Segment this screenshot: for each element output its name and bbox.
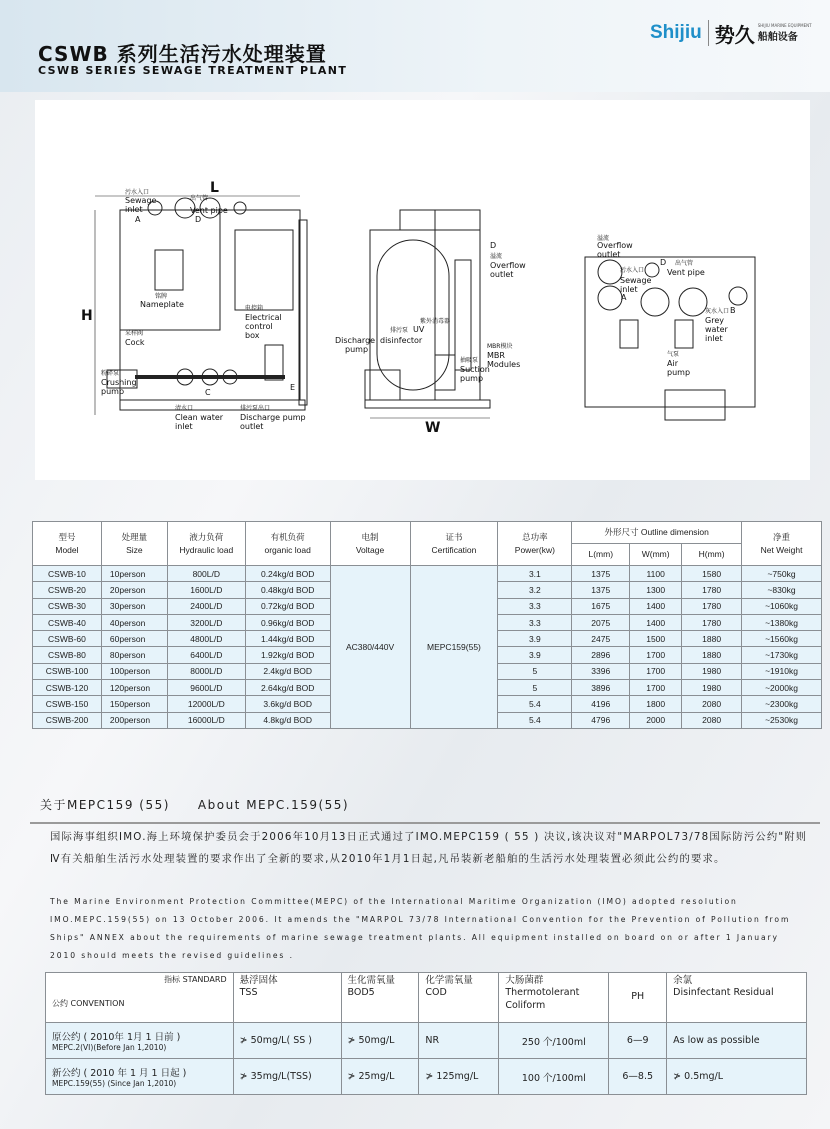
top-overflow-2: outlet [597, 250, 621, 259]
col-hydraulic: 液力负荷 Hydraulic load [167, 522, 245, 566]
standard-value: 100 个/100ml [499, 1059, 609, 1095]
spec-cell: 5.4 [498, 696, 572, 712]
label-sewage-inlet: Sewage [125, 196, 157, 205]
spec-cell: ~1380kg [742, 614, 822, 630]
spec-cell: 200person [101, 712, 167, 728]
spec-cell: 20person [101, 582, 167, 598]
col-organic: 有机负荷 organic load [245, 522, 330, 566]
standard-value: ≯ 35mg/L(TSS) [233, 1059, 341, 1095]
logo-sub-cn: 船舶设备 [757, 32, 798, 43]
label-cock-cn: 采样阀 [125, 330, 144, 337]
top-air-cn: 气泵 [667, 351, 680, 358]
spec-cell: MEPC159(55) [410, 566, 498, 729]
convention-name-en: MEPC.2(VI)(Before Jan 1,2010) [52, 1043, 167, 1052]
label-dis-2: outlet [240, 422, 264, 431]
spec-cell: 3.9 [498, 631, 572, 647]
spec-cell: 9600L/D [167, 680, 245, 696]
spec-cell: 1300 [630, 582, 682, 598]
spec-cell: CSWB-60 [33, 631, 102, 647]
spec-cell: ~1730kg [742, 647, 822, 663]
side-dpump-2: pump [345, 345, 369, 354]
spec-cell: 12000L/D [167, 696, 245, 712]
col-cert: 证书 Certification [410, 522, 498, 566]
divider [30, 822, 820, 824]
spec-table [32, 521, 822, 729]
spec-cell: 2000 [630, 712, 682, 728]
spec-cell: 1375 [572, 582, 630, 598]
top-grey-3: inlet [705, 334, 723, 343]
about-heading [40, 796, 349, 813]
label-ecb-cn: 电控箱 [245, 305, 264, 312]
logo-divider [708, 20, 709, 46]
label-ecb-1: Electrical [245, 313, 282, 322]
spec-cell: 2.64kg/d BOD [245, 680, 330, 696]
top-mark-a: A [621, 293, 627, 302]
mark-e: E [290, 383, 296, 392]
top-grey-cn: 灰水入口 [705, 308, 730, 315]
spec-cell: 2.4kg/d BOD [245, 663, 330, 679]
spec-row [33, 566, 822, 582]
standard-value: 250 个/100ml [499, 1023, 609, 1059]
standard-table [45, 972, 807, 1095]
label-nameplate: Nameplate [140, 300, 184, 309]
spec-cell: CSWB-120 [33, 680, 102, 696]
col-model: 型号 Model [33, 522, 102, 566]
spec-cell: 1700 [630, 663, 682, 679]
standard-value: 6—9 [609, 1023, 667, 1059]
side-dpump-1: Discharge [335, 336, 376, 345]
dim-l: L [210, 180, 219, 196]
spec-cell: 4196 [572, 696, 630, 712]
spec-cell: 1980 [682, 680, 742, 696]
spec-cell: 1780 [682, 614, 742, 630]
standard-value: ≯ 50mg/L( SS ) [233, 1023, 341, 1059]
top-sewage-2: inlet [620, 285, 638, 294]
top-mark-b: B [730, 306, 736, 315]
spec-cell: CSWB-40 [33, 614, 102, 630]
about-paragraph-en: The Marine Environment Protection Committee(MEPC) of the International Maritime Organization (IMO) adopted resolution IMO.MEPC.159(55) on 13 October 2006. It amends the "MARPOL 73/78 International Convention for the Prevention of Pollution from Ships" ANNEX about the requirements of marine sewage treatment plants. All equipment installed on board on or after 1 January 2010 should meets the revised guidelines . [50, 897, 791, 960]
spec-cell: 2080 [682, 712, 742, 728]
standard-row [46, 1023, 807, 1059]
col-w: W(mm) [630, 544, 682, 566]
label-clean-cn: 清水口 [175, 405, 194, 412]
label-vent: Vent pipe [190, 206, 228, 215]
spec-cell: 1400 [630, 614, 682, 630]
label-sewage-inlet-2: inlet [125, 205, 143, 214]
corner-standard: 指标 STANDARD [164, 975, 227, 984]
spec-cell: 0.72kg/d BOD [245, 598, 330, 614]
spec-cell: 3.2 [498, 582, 572, 598]
corner-cell [46, 973, 234, 1023]
standard-value: ≯ 0.5mg/L [667, 1059, 807, 1095]
dim-w: W [425, 420, 441, 436]
label-crush-2: pump [101, 387, 125, 396]
spec-cell: 150person [101, 696, 167, 712]
page-title-cn: CSWB 系列生活污水处理装置 [38, 42, 327, 66]
spec-cell: ~1060kg [742, 598, 822, 614]
spec-cell: 1400 [630, 598, 682, 614]
side-mbr-cn: MBR模块 [487, 343, 513, 350]
top-overflow-1: Overflow [597, 241, 633, 250]
col-cod: 化学需氧量 COD [419, 973, 499, 1023]
label-ecb-2: control [245, 322, 273, 331]
top-mark-d: D [660, 258, 667, 267]
spec-cell: 8000L/D [167, 663, 245, 679]
spec-cell: 3.6kg/d BOD [245, 696, 330, 712]
spec-cell: 3396 [572, 663, 630, 679]
spec-cell: CSWB-80 [33, 647, 102, 663]
side-uv-cn: 紫外消毒器 [420, 318, 451, 325]
spec-cell: CSWB-100 [33, 663, 102, 679]
standard-value: ≯ 50mg/L [341, 1023, 419, 1059]
spec-cell: 30person [101, 598, 167, 614]
spec-cell: ~750kg [742, 566, 822, 582]
label-dis-1: Discharge pump [240, 413, 306, 422]
side-uv: UV [413, 325, 425, 334]
spec-cell: 60person [101, 631, 167, 647]
spec-cell: 5 [498, 663, 572, 679]
spec-cell: 4800L/D [167, 631, 245, 647]
label-vent-cn: 出气管 [190, 195, 209, 202]
convention-name-en: MEPC.159(55) (Since Jan 1,2010) [52, 1079, 177, 1088]
spec-cell: 16000L/D [167, 712, 245, 728]
spec-cell: 2080 [682, 696, 742, 712]
page-title-en: CSWB SERIES SEWAGE TREATMENT PLANT [38, 64, 348, 77]
label-sewage-inlet-cn: 污水入口 [125, 189, 150, 196]
side-overflow-1: Overflow [490, 261, 526, 270]
side-suction-cn: 抽吸泵 [460, 357, 479, 364]
side-overflow-cn: 溢流 [490, 253, 503, 260]
spec-cell: 3.3 [498, 598, 572, 614]
convention-cell [46, 1059, 234, 1095]
col-voltage: 电制 Voltage [330, 522, 410, 566]
spec-cell: 1800 [630, 696, 682, 712]
col-power: 总功率 Power(kw) [498, 522, 572, 566]
top-sewage-cn: 污水入口 [620, 267, 645, 274]
spec-cell: 1980 [682, 663, 742, 679]
standard-value: ≯ 25mg/L [341, 1059, 419, 1095]
side-dpump-cn: 排污泵 [390, 327, 409, 334]
mark-d: D [195, 215, 202, 224]
mark-c: C [205, 388, 211, 397]
convention-cell [46, 1023, 234, 1059]
spec-cell: 1880 [682, 631, 742, 647]
spec-cell: 3.3 [498, 614, 572, 630]
label-dis-cn: 排污泵出口 [240, 405, 271, 412]
top-grey-1: Grey [705, 316, 724, 325]
spec-cell: ~2300kg [742, 696, 822, 712]
col-l: L(mm) [572, 544, 630, 566]
front-view [81, 180, 307, 431]
top-air-2: pump [667, 368, 691, 377]
spec-cell: 5 [498, 680, 572, 696]
spec-cell: AC380/440V [330, 566, 410, 729]
spec-cell: 1580 [682, 566, 742, 582]
spec-cell: ~830kg [742, 582, 822, 598]
label-ecb-3: box [245, 331, 260, 340]
side-mbr-2: Modules [487, 360, 521, 369]
spec-cell: 4796 [572, 712, 630, 728]
label-clean-2: inlet [175, 422, 193, 431]
spec-cell: CSWB-20 [33, 582, 102, 598]
technical-drawing [35, 100, 810, 480]
label-clean-1: Clean water [175, 413, 224, 422]
col-ph: PH [609, 973, 667, 1023]
spec-cell: 1375 [572, 566, 630, 582]
spec-cell: 0.48kg/d BOD [245, 582, 330, 598]
spec-cell: 6400L/D [167, 647, 245, 663]
spec-cell: 1500 [630, 631, 682, 647]
side-view [335, 210, 526, 436]
spec-cell: CSWB-200 [33, 712, 102, 728]
top-vent: Vent pipe [667, 268, 705, 277]
label-crush-cn: 粉碎泵 [101, 370, 120, 377]
col-h: H(mm) [682, 544, 742, 566]
spec-cell: 1780 [682, 582, 742, 598]
about-paragraph-cn: 国际海事组织IMO.海上环境保护委员会于2006年10月13日正式通过了IMO.MEPC159 ( 55 ) 决议,该决议对"MARPOL73/78国际防污公约"附则Ⅳ有关船舶生活污水处理装置的要求作出了全新的要求,从2010年1月1日起,凡吊装新老船舶的生活污水处理装置必须此公约的要求。 [50, 831, 808, 865]
top-vent-cn: 出气管 [675, 260, 694, 267]
spec-cell: 1880 [682, 647, 742, 663]
spec-cell: 5.4 [498, 712, 572, 728]
standard-value: As low as possible [667, 1023, 807, 1059]
spec-cell: 1.44kg/d BOD [245, 631, 330, 647]
spec-cell: 120person [101, 680, 167, 696]
standard-value: ≯ 125mg/L [419, 1059, 499, 1095]
spec-cell: 40person [101, 614, 167, 630]
label-cock: Cock [125, 338, 145, 347]
spec-cell: 3200L/D [167, 614, 245, 630]
spec-cell: 4.8kg/d BOD [245, 712, 330, 728]
spec-cell: 100person [101, 663, 167, 679]
col-coliform: 大肠菌群 Thermotolerant Coliform [499, 973, 609, 1023]
logo-text-en: Shijiu [650, 22, 702, 43]
spec-cell: 3.9 [498, 647, 572, 663]
col-tss: 悬浮固体 TSS [233, 973, 341, 1023]
spec-cell: 1100 [630, 566, 682, 582]
technical-drawing-panel [35, 100, 810, 480]
spec-cell: 2075 [572, 614, 630, 630]
spec-cell: 3896 [572, 680, 630, 696]
spec-header-row [33, 522, 822, 544]
top-overflow-cn: 溢流 [597, 235, 610, 242]
about-title-cn: 关于MEPC159 (55) [40, 798, 170, 812]
spec-cell: 1600L/D [167, 582, 245, 598]
logo-sub [758, 23, 812, 43]
spec-cell: 0.96kg/d BOD [245, 614, 330, 630]
convention-name-cn: 原公约 ( 2010年 1月 1 日前 ) [52, 1032, 181, 1043]
standard-value: 6—8.5 [609, 1059, 667, 1095]
side-mark-d: D [490, 241, 497, 250]
side-suction-2: pump [460, 374, 484, 383]
spec-cell: CSWB-150 [33, 696, 102, 712]
spec-cell: 1780 [682, 598, 742, 614]
standard-value: NR [419, 1023, 499, 1059]
spec-cell: 2400L/D [167, 598, 245, 614]
brand-logo [650, 16, 812, 50]
spec-cell: CSWB-30 [33, 598, 102, 614]
col-disinfectant: 余氯 Disinfectant Residual [667, 973, 807, 1023]
spec-cell: ~2000kg [742, 680, 822, 696]
spec-cell: ~1560kg [742, 631, 822, 647]
spec-cell: 800L/D [167, 566, 245, 582]
spec-cell: 2896 [572, 647, 630, 663]
side-suction-1: Suction [460, 365, 490, 374]
standard-header-row [46, 973, 807, 1023]
side-uv-2: disinfector [380, 336, 423, 345]
spec-cell: 1700 [630, 647, 682, 663]
spec-cell: 0.24kg/d BOD [245, 566, 330, 582]
spec-cell: CSWB-10 [33, 566, 102, 582]
standard-row [46, 1059, 807, 1095]
label-nameplate-cn: 铭牌 [155, 293, 168, 300]
top-view [585, 234, 755, 420]
label-crush-1: Crushing [101, 378, 137, 387]
logo-sub-en: SHIJIU MARINE EQUIPMENT [757, 23, 812, 28]
logo-text-cn: 势久 [714, 22, 755, 47]
spec-cell: 3.1 [498, 566, 572, 582]
spec-cell: ~1910kg [742, 663, 822, 679]
about-title-en: About MEPC.159(55) [197, 798, 350, 812]
spec-cell: 10person [101, 566, 167, 582]
spec-cell: 1.92kg/d BOD [245, 647, 330, 663]
spec-cell: 1700 [630, 680, 682, 696]
col-outline: 外形尺寸 Outline dimension [572, 522, 742, 544]
spec-cell: ~2530kg [742, 712, 822, 728]
top-grey-2: water [705, 325, 728, 334]
spec-cell: 2475 [572, 631, 630, 647]
top-sewage-1: Sewage [620, 276, 652, 285]
spec-cell: 1675 [572, 598, 630, 614]
top-air-1: Air [667, 359, 678, 368]
mark-a: A [135, 215, 141, 224]
col-bod5: 生化需氧量 BOD5 [341, 973, 419, 1023]
side-mbr-1: MBR [487, 351, 505, 360]
side-overflow-2: outlet [490, 270, 514, 279]
spec-cell: 80person [101, 647, 167, 663]
dim-h: H [81, 308, 93, 324]
corner-convention: 公约 CONVENTION [52, 999, 125, 1009]
convention-name-cn: 新公约 ( 2010 年 1 月 1 日起 ) [52, 1068, 187, 1079]
col-size: 处理量 Size [101, 522, 167, 566]
col-weight: 净重 Net Weight [742, 522, 822, 566]
